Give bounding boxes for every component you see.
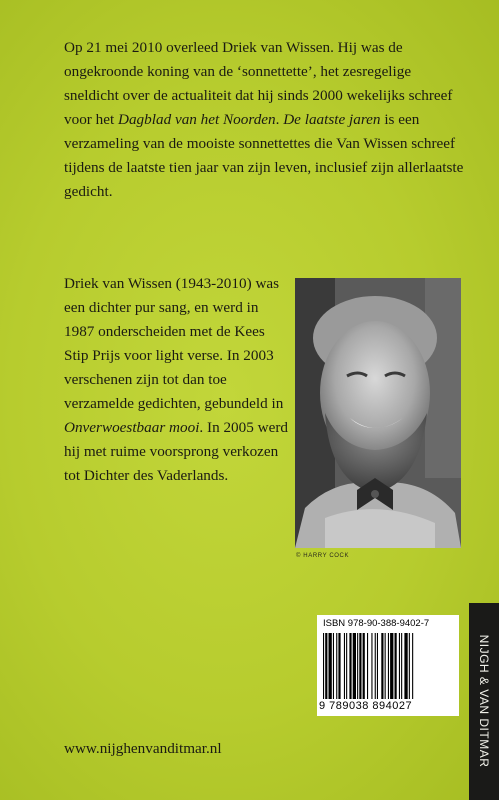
author-photo: [295, 278, 461, 548]
barcode-bar: [412, 633, 413, 699]
barcode-bar: [363, 633, 365, 699]
barcode-bar: [349, 633, 351, 699]
book-title: De laatste jaren: [283, 111, 381, 128]
barcode-bar: [329, 633, 332, 699]
barcode-bar: [401, 633, 402, 699]
barcode-bar: [336, 633, 337, 699]
barcode-bars: [321, 633, 455, 699]
barcode-bar: [359, 633, 361, 699]
barcode-bar: [399, 633, 400, 699]
barcode-bar: [338, 633, 340, 699]
barcode-digits: 9 789038 894027: [319, 700, 413, 712]
barcode-bar: [344, 633, 345, 699]
barcode-bar: [325, 633, 327, 699]
barcode-bar: [388, 633, 389, 699]
bio-text-1: Driek van Wissen (1943-2010) was een dichter pur sang, en werd in 1987 onderscheiden met de Kees Stip Prijs voor light verse. In 2003 verschenen zijn tot dan toe verzamelde gedichten, gebundeld in: [64, 275, 284, 412]
barcode-bar: [390, 633, 393, 699]
barcode-bar: [333, 633, 334, 699]
bio-text-2: . In 2005 werd hij met ruime voorsprong verkozen tot Dichter des Vaderlands.: [64, 419, 288, 484]
blurb-text-3: is een verzameling van de mooiste sonnettettes die Van Wissen schreef tijdens de laatste tien jaar van zijn leven, inclusief zijn allerlaatste gedicht.: [64, 111, 464, 200]
publisher-name: NIJGH & VAN DITMAR: [477, 634, 491, 768]
barcode-bar: [346, 633, 347, 699]
blurb-text-2: .: [275, 111, 284, 128]
barcode-bar: [385, 633, 386, 699]
spine-strip: [469, 603, 499, 800]
barcode-bar: [381, 633, 383, 699]
barcode-bar: [395, 633, 397, 699]
isbn-label: ISBN 978-90-388-9402-7: [323, 618, 430, 629]
barcode-box: [317, 615, 459, 716]
author-bio: [64, 272, 289, 488]
photo-credit: © HARRY COCK: [296, 553, 350, 559]
barcode-bar: [371, 633, 372, 699]
barcode-bar: [323, 633, 324, 699]
barcode-bar: [357, 633, 358, 699]
collection-title: Onverwoestbaar mooi: [64, 419, 200, 436]
barcode-bar: [377, 633, 378, 699]
newspaper-name: Dagblad van het Noorden: [118, 111, 276, 128]
blurb-text-1: Op 21 mei 2010 overleed Driek van Wissen. Hij was de ongekroonde koning van de ‘sonnettette’, het zesregelige sneldicht over de actualiteit dat hij sinds 2000 wekelijks schreef voor het: [64, 39, 453, 128]
barcode-bar: [353, 633, 356, 699]
barcode-bar: [375, 633, 376, 699]
barcode-bar: [367, 633, 368, 699]
barcode-bar: [404, 633, 407, 699]
publisher-website: www.nijghenvanditmar.nl: [64, 740, 222, 757]
barcode-bar: [409, 633, 410, 699]
blurb-paragraph: [64, 36, 464, 204]
